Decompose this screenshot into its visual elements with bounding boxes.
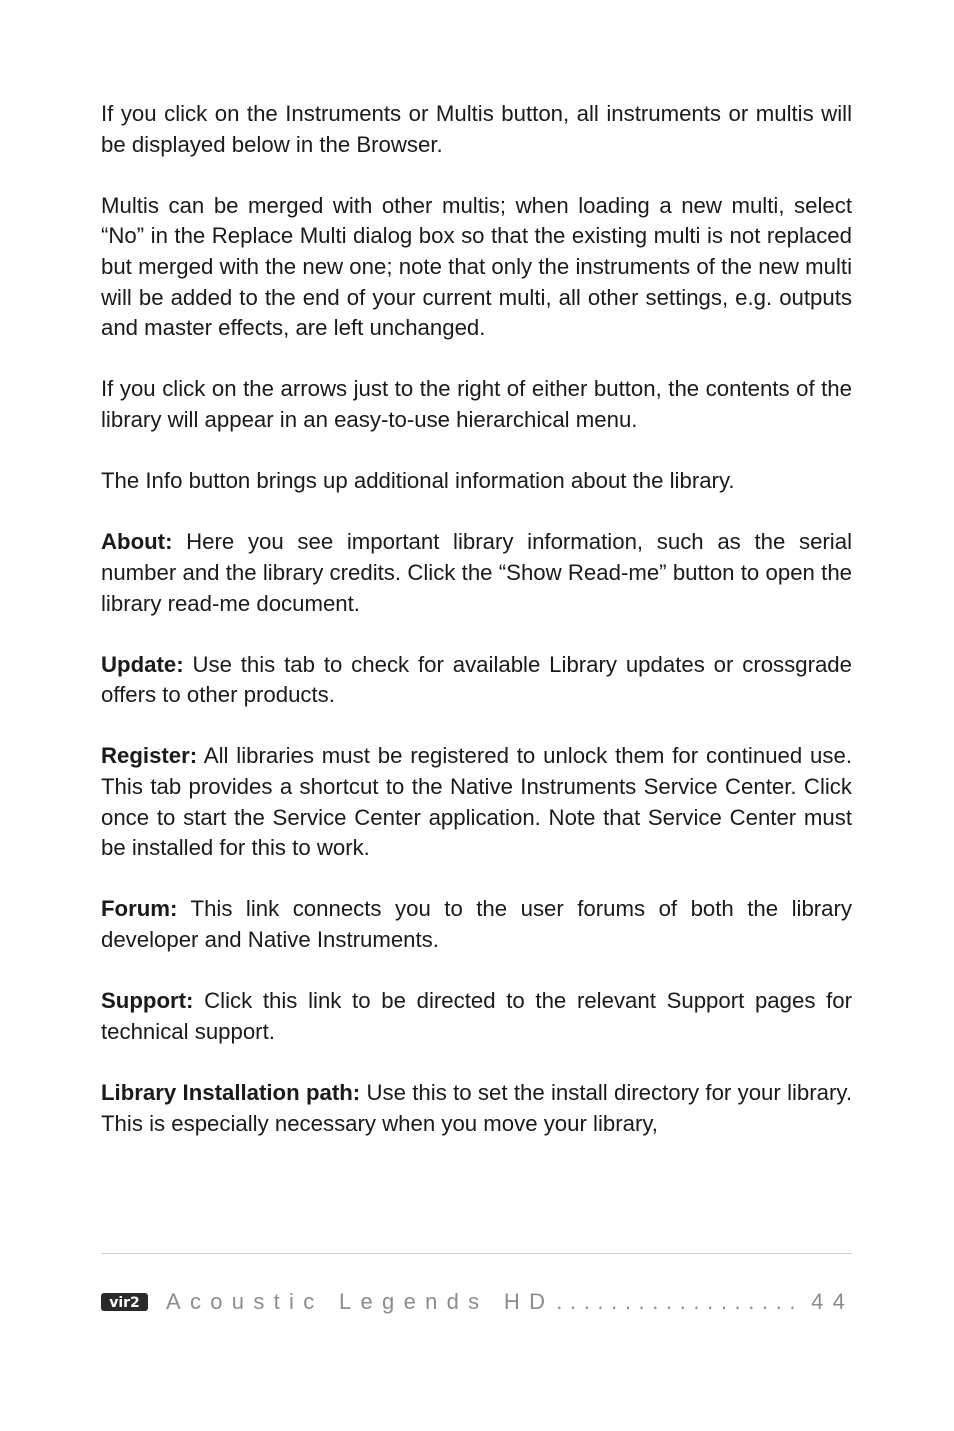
vir2-logo-icon <box>101 1291 148 1313</box>
page-footer <box>101 1287 855 1317</box>
paragraph-text: Here you see important library information, such as the serial number and the library credits. Click the “Show Read-me” button to open the library read-me document. <box>101 529 852 616</box>
paragraph-update <box>101 650 852 711</box>
paragraph-info-button <box>101 466 852 497</box>
paragraph-text: The Info button brings up additional information about the library. <box>101 468 735 494</box>
term-forum: Forum: <box>101 896 178 922</box>
page-body <box>101 99 852 1170</box>
paragraph-text: If you click on the arrows just to the right of either button, the contents of the library will appear in an easy-to-use hierarchical menu. <box>101 376 852 432</box>
paragraph-text: All libraries must be registered to unlock them for continued use. This tab provides a shortcut to the Native Instruments Service Center. Click once to start the Service Center application. Note that Service Center must be installed for this to work. <box>101 743 852 861</box>
footer-title: Acoustic Legends HD <box>166 1289 555 1314</box>
term-support: Support: <box>101 988 194 1014</box>
paragraph-arrows-menu <box>101 374 852 435</box>
paragraph-text: Multis can be merged with other multis; when loading a new multi, select “No” in the Replace Multi dialog box so that the existing multi is not replaced but merged with the new one; note that only the instruments of the new multi will be added to the end of your current multi, all other settings, e.g. outputs and master effects, are left unchanged. <box>101 192 852 341</box>
term-about: About: <box>101 529 173 555</box>
paragraph-support <box>101 986 852 1047</box>
paragraph-instruments-multis <box>101 99 852 160</box>
paragraph-text: Use this tab to check for available Library updates or crossgrade offers to other products. <box>101 651 852 708</box>
term-register: Register: <box>101 743 198 769</box>
paragraph-merge-multis <box>101 191 852 344</box>
term-update: Update: <box>101 651 184 677</box>
logo-text: vir2 <box>109 1295 140 1311</box>
page-number: 44 <box>811 1289 855 1314</box>
footer-divider <box>101 1253 852 1254</box>
paragraph-installation-path <box>101 1078 852 1139</box>
paragraph-register <box>101 741 852 863</box>
footer-leader-dots: .................. <box>556 1289 804 1314</box>
paragraph-text: If you click on the Instruments or Multis button, all instruments or multis will be displayed below in the Browser. <box>101 101 852 157</box>
term-installation-path: Library Installation path: <box>101 1080 361 1105</box>
paragraph-text: This link connects you to the user forums of both the library developer and Native Instruments. <box>101 896 852 953</box>
paragraph-text: Use this to set the install directory for your library. This is especially necessary when you move your library, <box>101 1080 853 1136</box>
paragraph-forum <box>101 894 852 955</box>
paragraph-about <box>101 527 852 619</box>
paragraph-text: Click this link to be directed to the relevant Support pages for technical support. <box>101 988 852 1044</box>
